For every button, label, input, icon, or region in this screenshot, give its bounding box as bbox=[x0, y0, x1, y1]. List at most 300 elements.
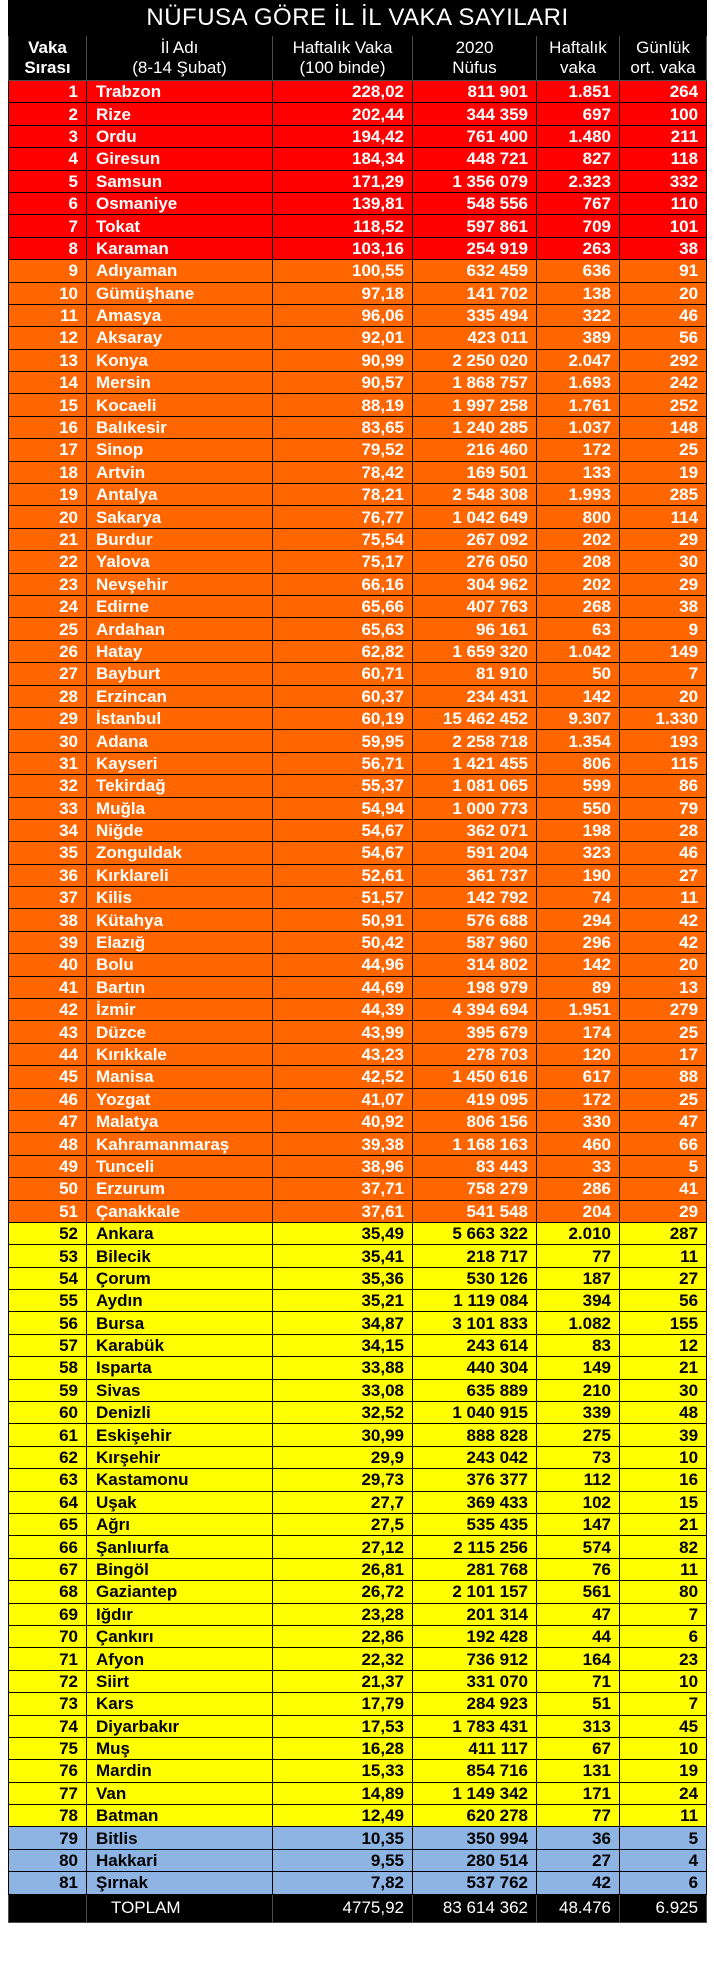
population-cell: 541 548 bbox=[413, 1200, 537, 1222]
daily-average-cell: 5 bbox=[620, 1155, 707, 1177]
weekly-cases-cell: 204 bbox=[537, 1200, 620, 1222]
daily-average-cell: 27 bbox=[620, 864, 707, 886]
total-population: 83 614 362 bbox=[413, 1894, 537, 1922]
rank-cell: 38 bbox=[9, 909, 87, 931]
table-row bbox=[9, 439, 707, 461]
total-row bbox=[9, 1894, 707, 1922]
daily-average-cell: 279 bbox=[620, 999, 707, 1021]
daily-average-cell: 30 bbox=[620, 551, 707, 573]
daily-average-cell: 6 bbox=[620, 1625, 707, 1647]
daily-average-cell: 1.330 bbox=[620, 707, 707, 729]
population-cell: 254 919 bbox=[413, 237, 537, 259]
weekly-cases-cell: 36 bbox=[537, 1827, 620, 1849]
weekly-rate-cell: 79,52 bbox=[273, 439, 413, 461]
population-cell: 407 763 bbox=[413, 595, 537, 617]
weekly-cases-cell: 268 bbox=[537, 595, 620, 617]
table-row bbox=[9, 1491, 707, 1513]
rank-cell: 15 bbox=[9, 394, 87, 416]
population-cell: 620 278 bbox=[413, 1805, 537, 1827]
weekly-rate-cell: 12,49 bbox=[273, 1805, 413, 1827]
table-row bbox=[9, 573, 707, 595]
population-cell: 1 081 065 bbox=[413, 775, 537, 797]
table-row bbox=[9, 1514, 707, 1536]
weekly-rate-cell: 97,18 bbox=[273, 282, 413, 304]
rank-cell: 2 bbox=[9, 103, 87, 125]
weekly-cases-cell: 339 bbox=[537, 1402, 620, 1424]
weekly-rate-cell: 37,71 bbox=[273, 1178, 413, 1200]
weekly-cases-cell: 42 bbox=[537, 1872, 620, 1894]
population-cell: 1 783 431 bbox=[413, 1715, 537, 1737]
table-row bbox=[9, 327, 707, 349]
daily-average-cell: 148 bbox=[620, 416, 707, 438]
weekly-cases-cell: 599 bbox=[537, 775, 620, 797]
daily-average-cell: 82 bbox=[620, 1536, 707, 1558]
rank-cell: 67 bbox=[9, 1558, 87, 1580]
daily-average-cell: 16 bbox=[620, 1469, 707, 1491]
table-row bbox=[9, 1760, 707, 1782]
weekly-rate-cell: 40,92 bbox=[273, 1110, 413, 1132]
weekly-rate-cell: 92,01 bbox=[273, 327, 413, 349]
population-cell: 419 095 bbox=[413, 1088, 537, 1110]
daily-average-cell: 11 bbox=[620, 887, 707, 909]
weekly-cases-cell: 286 bbox=[537, 1178, 620, 1200]
population-cell: 4 394 694 bbox=[413, 999, 537, 1021]
table-row bbox=[9, 1290, 707, 1312]
daily-average-cell: 25 bbox=[620, 1088, 707, 1110]
col-header-rate bbox=[273, 36, 413, 81]
weekly-cases-cell: 296 bbox=[537, 931, 620, 953]
city-name-cell: İstanbul bbox=[87, 707, 273, 729]
weekly-rate-cell: 22,86 bbox=[273, 1625, 413, 1647]
population-cell: 587 960 bbox=[413, 931, 537, 953]
table-row bbox=[9, 842, 707, 864]
city-name-cell: Karabük bbox=[87, 1334, 273, 1356]
weekly-cases-cell: 210 bbox=[537, 1379, 620, 1401]
rank-cell: 74 bbox=[9, 1715, 87, 1737]
table-row bbox=[9, 618, 707, 640]
weekly-cases-cell: 147 bbox=[537, 1514, 620, 1536]
rank-cell: 57 bbox=[9, 1334, 87, 1356]
weekly-rate-cell: 44,69 bbox=[273, 976, 413, 998]
daily-average-cell: 114 bbox=[620, 506, 707, 528]
rank-cell: 37 bbox=[9, 887, 87, 909]
daily-average-cell: 10 bbox=[620, 1670, 707, 1692]
population-cell: 395 679 bbox=[413, 1021, 537, 1043]
table-row bbox=[9, 1737, 707, 1759]
table-title: NÜFUSA GÖRE İL İL VAKA SAYILARI bbox=[9, 1, 707, 36]
city-name-cell: Kırşehir bbox=[87, 1446, 273, 1468]
population-cell: 591 204 bbox=[413, 842, 537, 864]
weekly-rate-cell: 202,44 bbox=[273, 103, 413, 125]
rank-cell: 19 bbox=[9, 484, 87, 506]
table-row bbox=[9, 1043, 707, 1065]
weekly-rate-cell: 75,54 bbox=[273, 528, 413, 550]
daily-average-cell: 7 bbox=[620, 1693, 707, 1715]
rank-cell: 33 bbox=[9, 797, 87, 819]
population-cell: 635 889 bbox=[413, 1379, 537, 1401]
weekly-rate-cell: 50,91 bbox=[273, 909, 413, 931]
col-header-weekly-line2: vaka bbox=[560, 58, 596, 77]
daily-average-cell: 7 bbox=[620, 1603, 707, 1625]
total-weekly: 48.476 bbox=[537, 1894, 620, 1922]
city-name-cell: Muş bbox=[87, 1737, 273, 1759]
total-daily: 6.925 bbox=[620, 1894, 707, 1922]
table-row bbox=[9, 1379, 707, 1401]
city-name-cell: Elazığ bbox=[87, 931, 273, 953]
city-name-cell: Van bbox=[87, 1782, 273, 1804]
weekly-rate-cell: 55,37 bbox=[273, 775, 413, 797]
table-row bbox=[9, 1133, 707, 1155]
table-row bbox=[9, 1469, 707, 1491]
city-name-cell: Balıkesir bbox=[87, 416, 273, 438]
table-row bbox=[9, 1648, 707, 1670]
population-cell: 1 168 163 bbox=[413, 1133, 537, 1155]
rank-cell: 79 bbox=[9, 1827, 87, 1849]
rank-cell: 21 bbox=[9, 528, 87, 550]
population-cell: 267 092 bbox=[413, 528, 537, 550]
weekly-cases-cell: 767 bbox=[537, 192, 620, 214]
weekly-cases-cell: 1.993 bbox=[537, 484, 620, 506]
col-header-rate-line2: (100 binde) bbox=[299, 58, 386, 77]
daily-average-cell: 12 bbox=[620, 1334, 707, 1356]
city-name-cell: Konya bbox=[87, 349, 273, 371]
daily-average-cell: 7 bbox=[620, 663, 707, 685]
table-row bbox=[9, 1222, 707, 1244]
daily-average-cell: 38 bbox=[620, 595, 707, 617]
population-cell: 169 501 bbox=[413, 461, 537, 483]
weekly-cases-cell: 1.354 bbox=[537, 730, 620, 752]
daily-average-cell: 42 bbox=[620, 909, 707, 931]
weekly-rate-cell: 17,53 bbox=[273, 1715, 413, 1737]
population-cell: 758 279 bbox=[413, 1178, 537, 1200]
city-name-cell: Adıyaman bbox=[87, 260, 273, 282]
weekly-rate-cell: 90,57 bbox=[273, 372, 413, 394]
city-name-cell: İzmir bbox=[87, 999, 273, 1021]
daily-average-cell: 39 bbox=[620, 1424, 707, 1446]
weekly-cases-cell: 1.480 bbox=[537, 125, 620, 147]
rank-cell: 63 bbox=[9, 1469, 87, 1491]
weekly-rate-cell: 194,42 bbox=[273, 125, 413, 147]
table-row bbox=[9, 1267, 707, 1289]
weekly-cases-cell: 174 bbox=[537, 1021, 620, 1043]
col-header-rank-line1: Vaka bbox=[28, 38, 67, 57]
population-cell: 423 011 bbox=[413, 327, 537, 349]
weekly-rate-cell: 60,37 bbox=[273, 685, 413, 707]
weekly-cases-cell: 709 bbox=[537, 215, 620, 237]
rank-cell: 68 bbox=[9, 1581, 87, 1603]
daily-average-cell: 80 bbox=[620, 1581, 707, 1603]
rank-cell: 65 bbox=[9, 1514, 87, 1536]
weekly-rate-cell: 184,34 bbox=[273, 148, 413, 170]
rank-cell: 17 bbox=[9, 439, 87, 461]
rank-cell: 12 bbox=[9, 327, 87, 349]
rank-cell: 1 bbox=[9, 81, 87, 103]
rank-cell: 25 bbox=[9, 618, 87, 640]
population-cell: 854 716 bbox=[413, 1760, 537, 1782]
weekly-cases-cell: 187 bbox=[537, 1267, 620, 1289]
city-name-cell: Antalya bbox=[87, 484, 273, 506]
population-cell: 3 101 833 bbox=[413, 1312, 537, 1334]
rank-cell: 30 bbox=[9, 730, 87, 752]
weekly-cases-cell: 827 bbox=[537, 148, 620, 170]
population-cell: 344 359 bbox=[413, 103, 537, 125]
rank-cell: 64 bbox=[9, 1491, 87, 1513]
table-row bbox=[9, 260, 707, 282]
population-cell: 218 717 bbox=[413, 1245, 537, 1267]
population-cell: 243 614 bbox=[413, 1334, 537, 1356]
weekly-cases-cell: 102 bbox=[537, 1491, 620, 1513]
city-name-cell: Trabzon bbox=[87, 81, 273, 103]
population-cell: 369 433 bbox=[413, 1491, 537, 1513]
population-cell: 304 962 bbox=[413, 573, 537, 595]
rank-cell: 59 bbox=[9, 1379, 87, 1401]
daily-average-cell: 86 bbox=[620, 775, 707, 797]
weekly-cases-cell: 138 bbox=[537, 282, 620, 304]
population-cell: 548 556 bbox=[413, 192, 537, 214]
table-row bbox=[9, 1536, 707, 1558]
city-name-cell: Zonguldak bbox=[87, 842, 273, 864]
weekly-cases-cell: 133 bbox=[537, 461, 620, 483]
weekly-rate-cell: 51,57 bbox=[273, 887, 413, 909]
population-cell: 15 462 452 bbox=[413, 707, 537, 729]
population-cell: 335 494 bbox=[413, 304, 537, 326]
weekly-rate-cell: 54,94 bbox=[273, 797, 413, 819]
rank-cell: 42 bbox=[9, 999, 87, 1021]
population-cell: 243 042 bbox=[413, 1446, 537, 1468]
table-row bbox=[9, 1625, 707, 1647]
weekly-rate-cell: 33,88 bbox=[273, 1357, 413, 1379]
daily-average-cell: 41 bbox=[620, 1178, 707, 1200]
population-cell: 1 421 455 bbox=[413, 752, 537, 774]
table-row bbox=[9, 1693, 707, 1715]
weekly-rate-cell: 65,63 bbox=[273, 618, 413, 640]
table-row bbox=[9, 1312, 707, 1334]
daily-average-cell: 15 bbox=[620, 1491, 707, 1513]
table-row bbox=[9, 1424, 707, 1446]
daily-average-cell: 45 bbox=[620, 1715, 707, 1737]
rank-cell: 58 bbox=[9, 1357, 87, 1379]
weekly-rate-cell: 171,29 bbox=[273, 170, 413, 192]
daily-average-cell: 264 bbox=[620, 81, 707, 103]
col-header-daily bbox=[620, 36, 707, 81]
table-row bbox=[9, 1021, 707, 1043]
city-name-cell: Kırıkkale bbox=[87, 1043, 273, 1065]
table-row bbox=[9, 1088, 707, 1110]
weekly-rate-cell: 33,08 bbox=[273, 1379, 413, 1401]
weekly-cases-cell: 322 bbox=[537, 304, 620, 326]
population-cell: 284 923 bbox=[413, 1693, 537, 1715]
weekly-rate-cell: 30,99 bbox=[273, 1424, 413, 1446]
daily-average-cell: 20 bbox=[620, 282, 707, 304]
weekly-rate-cell: 60,71 bbox=[273, 663, 413, 685]
population-cell: 198 979 bbox=[413, 976, 537, 998]
weekly-rate-cell: 29,73 bbox=[273, 1469, 413, 1491]
weekly-cases-cell: 1.761 bbox=[537, 394, 620, 416]
weekly-cases-cell: 131 bbox=[537, 1760, 620, 1782]
table-row bbox=[9, 1872, 707, 1894]
daily-average-cell: 13 bbox=[620, 976, 707, 998]
city-name-cell: Düzce bbox=[87, 1021, 273, 1043]
daily-average-cell: 88 bbox=[620, 1066, 707, 1088]
daily-average-cell: 155 bbox=[620, 1312, 707, 1334]
city-name-cell: Burdur bbox=[87, 528, 273, 550]
city-name-cell: Osmaniye bbox=[87, 192, 273, 214]
weekly-cases-cell: 9.307 bbox=[537, 707, 620, 729]
table-row bbox=[9, 1782, 707, 1804]
daily-average-cell: 46 bbox=[620, 842, 707, 864]
rank-cell: 70 bbox=[9, 1625, 87, 1647]
col-header-population-line2: Nüfus bbox=[452, 58, 497, 77]
weekly-rate-cell: 34,15 bbox=[273, 1334, 413, 1356]
weekly-cases-cell: 83 bbox=[537, 1334, 620, 1356]
rank-cell: 60 bbox=[9, 1402, 87, 1424]
col-header-city-line1: İl Adı bbox=[160, 38, 199, 57]
daily-average-cell: 6 bbox=[620, 1872, 707, 1894]
population-cell: 362 071 bbox=[413, 819, 537, 841]
rank-cell: 6 bbox=[9, 192, 87, 214]
rank-cell: 32 bbox=[9, 775, 87, 797]
cases-by-province-table bbox=[8, 0, 707, 1923]
table-body bbox=[9, 81, 707, 1895]
total-label: TOPLAM bbox=[87, 1894, 273, 1922]
daily-average-cell: 101 bbox=[620, 215, 707, 237]
weekly-cases-cell: 2.047 bbox=[537, 349, 620, 371]
table-row bbox=[9, 1670, 707, 1692]
weekly-rate-cell: 35,49 bbox=[273, 1222, 413, 1244]
daily-average-cell: 19 bbox=[620, 1760, 707, 1782]
table-row bbox=[9, 1581, 707, 1603]
weekly-rate-cell: 26,72 bbox=[273, 1581, 413, 1603]
city-name-cell: Niğde bbox=[87, 819, 273, 841]
population-cell: 1 042 649 bbox=[413, 506, 537, 528]
city-name-cell: Afyon bbox=[87, 1648, 273, 1670]
daily-average-cell: 11 bbox=[620, 1245, 707, 1267]
population-cell: 1 450 616 bbox=[413, 1066, 537, 1088]
weekly-cases-cell: 806 bbox=[537, 752, 620, 774]
rank-cell: 61 bbox=[9, 1424, 87, 1446]
city-name-cell: Diyarbakır bbox=[87, 1715, 273, 1737]
rank-cell: 75 bbox=[9, 1737, 87, 1759]
population-cell: 576 688 bbox=[413, 909, 537, 931]
table-row bbox=[9, 1110, 707, 1132]
daily-average-cell: 24 bbox=[620, 1782, 707, 1804]
daily-average-cell: 23 bbox=[620, 1648, 707, 1670]
rank-cell: 40 bbox=[9, 954, 87, 976]
population-cell: 1 149 342 bbox=[413, 1782, 537, 1804]
rank-cell: 5 bbox=[9, 170, 87, 192]
table-row bbox=[9, 752, 707, 774]
daily-average-cell: 118 bbox=[620, 148, 707, 170]
city-name-cell: Çankırı bbox=[87, 1625, 273, 1647]
rank-cell: 31 bbox=[9, 752, 87, 774]
population-cell: 411 117 bbox=[413, 1737, 537, 1759]
rank-cell: 44 bbox=[9, 1043, 87, 1065]
table-row bbox=[9, 1603, 707, 1625]
col-header-rank-line2: Sırası bbox=[24, 58, 71, 77]
table-row bbox=[9, 730, 707, 752]
col-header-population-line1: 2020 bbox=[455, 38, 494, 57]
weekly-cases-cell: 89 bbox=[537, 976, 620, 998]
daily-average-cell: 29 bbox=[620, 528, 707, 550]
weekly-rate-cell: 23,28 bbox=[273, 1603, 413, 1625]
weekly-rate-cell: 228,02 bbox=[273, 81, 413, 103]
rank-cell: 3 bbox=[9, 125, 87, 147]
rank-cell: 69 bbox=[9, 1603, 87, 1625]
weekly-cases-cell: 617 bbox=[537, 1066, 620, 1088]
population-cell: 141 702 bbox=[413, 282, 537, 304]
daily-average-cell: 21 bbox=[620, 1514, 707, 1536]
population-cell: 192 428 bbox=[413, 1625, 537, 1647]
weekly-rate-cell: 27,12 bbox=[273, 1536, 413, 1558]
table-row bbox=[9, 887, 707, 909]
daily-average-cell: 29 bbox=[620, 573, 707, 595]
table-row bbox=[9, 551, 707, 573]
weekly-cases-cell: 208 bbox=[537, 551, 620, 573]
weekly-rate-cell: 96,06 bbox=[273, 304, 413, 326]
weekly-cases-cell: 313 bbox=[537, 1715, 620, 1737]
population-cell: 83 443 bbox=[413, 1155, 537, 1177]
city-name-cell: Kayseri bbox=[87, 752, 273, 774]
daily-average-cell: 20 bbox=[620, 685, 707, 707]
weekly-rate-cell: 15,33 bbox=[273, 1760, 413, 1782]
daily-average-cell: 19 bbox=[620, 461, 707, 483]
city-name-cell: Kilis bbox=[87, 887, 273, 909]
weekly-cases-cell: 44 bbox=[537, 1625, 620, 1647]
weekly-rate-cell: 43,23 bbox=[273, 1043, 413, 1065]
table-row bbox=[9, 304, 707, 326]
city-name-cell: Tunceli bbox=[87, 1155, 273, 1177]
table-row bbox=[9, 349, 707, 371]
daily-average-cell: 25 bbox=[620, 1021, 707, 1043]
rank-cell: 24 bbox=[9, 595, 87, 617]
weekly-cases-cell: 800 bbox=[537, 506, 620, 528]
daily-average-cell: 252 bbox=[620, 394, 707, 416]
title-row bbox=[9, 1, 707, 36]
weekly-cases-cell: 76 bbox=[537, 1558, 620, 1580]
population-cell: 361 737 bbox=[413, 864, 537, 886]
city-name-cell: Ordu bbox=[87, 125, 273, 147]
rank-cell: 39 bbox=[9, 931, 87, 953]
table-row bbox=[9, 976, 707, 998]
daily-average-cell: 66 bbox=[620, 1133, 707, 1155]
rank-cell: 54 bbox=[9, 1267, 87, 1289]
rank-cell: 7 bbox=[9, 215, 87, 237]
city-name-cell: Karaman bbox=[87, 237, 273, 259]
weekly-cases-cell: 636 bbox=[537, 260, 620, 282]
weekly-rate-cell: 78,21 bbox=[273, 484, 413, 506]
daily-average-cell: 28 bbox=[620, 819, 707, 841]
col-header-weekly-line1: Haftalık bbox=[549, 38, 607, 57]
daily-average-cell: 287 bbox=[620, 1222, 707, 1244]
city-name-cell: Manisa bbox=[87, 1066, 273, 1088]
weekly-cases-cell: 2.010 bbox=[537, 1222, 620, 1244]
weekly-cases-cell: 1.951 bbox=[537, 999, 620, 1021]
weekly-rate-cell: 139,81 bbox=[273, 192, 413, 214]
table-row bbox=[9, 864, 707, 886]
population-cell: 350 994 bbox=[413, 1827, 537, 1849]
weekly-rate-cell: 75,17 bbox=[273, 551, 413, 573]
daily-average-cell: 79 bbox=[620, 797, 707, 819]
population-cell: 888 828 bbox=[413, 1424, 537, 1446]
rank-cell: 52 bbox=[9, 1222, 87, 1244]
population-cell: 2 101 157 bbox=[413, 1581, 537, 1603]
weekly-cases-cell: 77 bbox=[537, 1245, 620, 1267]
daily-average-cell: 100 bbox=[620, 103, 707, 125]
city-name-cell: Batman bbox=[87, 1805, 273, 1827]
weekly-cases-cell: 71 bbox=[537, 1670, 620, 1692]
population-cell: 1 868 757 bbox=[413, 372, 537, 394]
daily-average-cell: 115 bbox=[620, 752, 707, 774]
